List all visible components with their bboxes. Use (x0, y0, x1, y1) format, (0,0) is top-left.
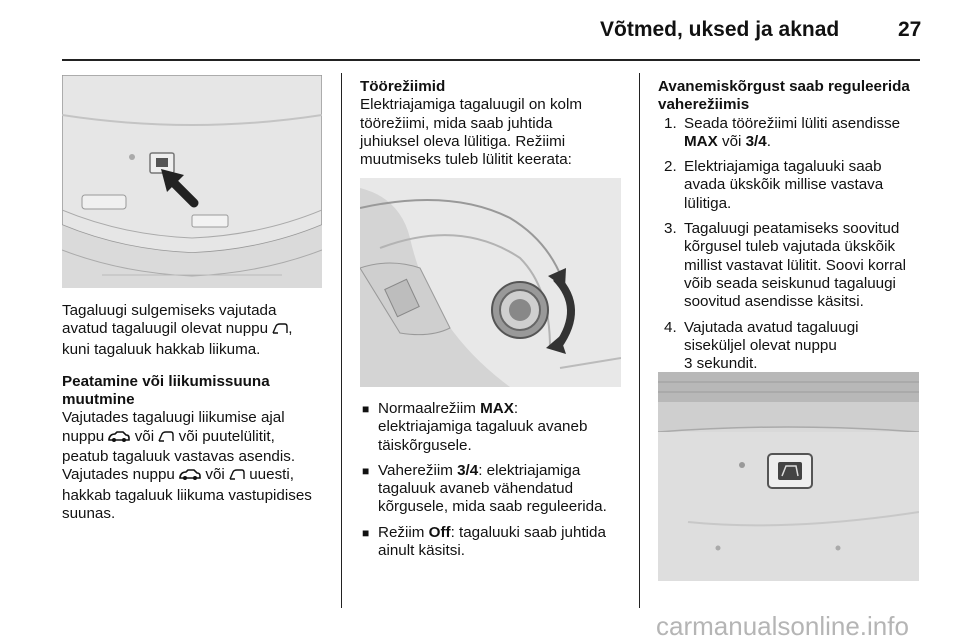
column-2-intro (360, 78, 628, 169)
text-line: juhiuksel oleva lülitiga. Režiimi (360, 132, 566, 150)
text-line: , (288, 320, 293, 338)
mode-list (360, 400, 630, 567)
column-divider-1 (341, 73, 342, 608)
text-line: lülitiga. (684, 194, 732, 212)
text-line: või puutelülitit, (178, 427, 275, 445)
page-section-title: Võtmed, uksed ja aknad (600, 18, 840, 41)
text-line: kuni tagaluuk hakkab liikuma. (62, 340, 261, 358)
text-line: võib seada seiskunud tagaluugi (684, 274, 896, 292)
text-line: töörežiimi, mida saab juhtida (360, 114, 553, 132)
section-heading: vaherežiimis (658, 96, 750, 114)
text-line: avada ükskõik millise vastava (684, 176, 884, 194)
section-heading: Töörežiimid (360, 78, 446, 95)
text-line: suunas. (62, 504, 116, 522)
section-heading: Avanemiskõrgust saab reguleerida (658, 78, 910, 95)
mode-switch-illustration (360, 178, 621, 387)
mode-key: 3/4 (745, 132, 767, 150)
section-heading: Peatamine või liikumissuuna (62, 372, 270, 390)
car-remote-icon (108, 430, 130, 448)
list-item (658, 220, 926, 311)
text-line: Seada töörežiimi lüliti asendisse (684, 114, 901, 132)
list-item (658, 158, 926, 213)
text-line: millist vastavat lülitit. Soovi korral (684, 256, 906, 274)
text-line: : elektriajamiga (478, 461, 581, 479)
mode-key: MAX (480, 400, 514, 417)
bullet-square-icon: ■ (362, 463, 370, 478)
header-rule (62, 59, 920, 61)
text-line: või (134, 427, 155, 445)
bullet-square-icon: ■ (362, 525, 370, 540)
step-number: 4. (664, 318, 677, 336)
tailgate-close-icon (158, 430, 174, 448)
mode-key: Off (428, 523, 451, 541)
list-item (360, 462, 630, 517)
tailgate-inner-button-illustration (658, 372, 919, 581)
text-line: Vajutades tagaluugi liikumise ajal (62, 409, 285, 427)
text-line: kõrgusele, mida saab reguleerida. (378, 498, 607, 516)
tailgate-close-icon (272, 322, 288, 340)
text-line: hakkab tagaluuk liikuma vastupidises (62, 486, 312, 504)
tailgate-button-illustration (62, 75, 322, 288)
text-line: kõrgusel tuleb vajutada ükskõik (684, 238, 896, 256)
bullet-square-icon: ■ (362, 402, 370, 416)
text-line: Režiim (378, 523, 429, 541)
text-line: Vajutades nuppu (62, 466, 175, 484)
text-line: nuppu (62, 427, 105, 445)
watermark: carmanualsonline.info (656, 611, 909, 641)
text-line: Elektriajamiga tagaluuki saab (684, 158, 882, 176)
list-item (360, 524, 630, 561)
text-line: Elektriajamiga tagaluugil on kolm (360, 96, 583, 114)
column-divider-2 (639, 73, 640, 608)
text-line: 3 sekundit. (684, 355, 758, 373)
text-line: Tagaluugi sulgemiseks vajutada (62, 302, 277, 319)
mode-key: MAX (684, 132, 718, 150)
column-1-text (62, 302, 332, 523)
text-line: . (766, 132, 771, 150)
step-number: 1. (664, 114, 677, 132)
text-line: peatub tagaluuk vastavas asendis. (62, 448, 296, 466)
car-remote-icon (179, 468, 201, 486)
text-line: või (205, 466, 225, 484)
text-line: soovitud asendisse käsitsi. (684, 293, 864, 311)
text-line: uuesti, (249, 466, 294, 484)
text-line: tagaluuk avaneb vähendatud (378, 480, 574, 498)
step-number: 3. (664, 220, 677, 238)
text-line: avatud tagaluugil olevat nuppu (62, 320, 269, 338)
text-line: Vajutada avatud tagaluugi (684, 318, 859, 336)
text-line: Tagaluugi peatamiseks soovitud (684, 220, 900, 238)
list-item (658, 319, 926, 374)
text-line: elektriajamiga tagaluuk avaneb (378, 418, 588, 436)
section-heading: muutmine (62, 391, 135, 409)
page-number: 27 (898, 18, 922, 41)
text-line: täiskõrgusele. (378, 436, 472, 454)
mode-key: 3/4 (457, 461, 479, 479)
tailgate-close-icon (229, 468, 245, 486)
text-line: : tagaluuki saab juhtida (450, 523, 606, 541)
text-line: Normaalrežiim (378, 400, 481, 417)
text-line: või (717, 132, 746, 150)
text-line: muutmiseks tuleb lülitit keerata: (360, 151, 572, 169)
text-line: siseküljel olevat nuppu (684, 336, 837, 354)
step-number: 2. (664, 158, 677, 176)
text-line: Vaherežiim (378, 461, 458, 479)
list-item (658, 115, 926, 152)
column-3-text (658, 78, 926, 380)
text-line: : (513, 400, 519, 417)
list-item (360, 400, 630, 455)
text-line: ainult käsitsi. (378, 542, 465, 560)
